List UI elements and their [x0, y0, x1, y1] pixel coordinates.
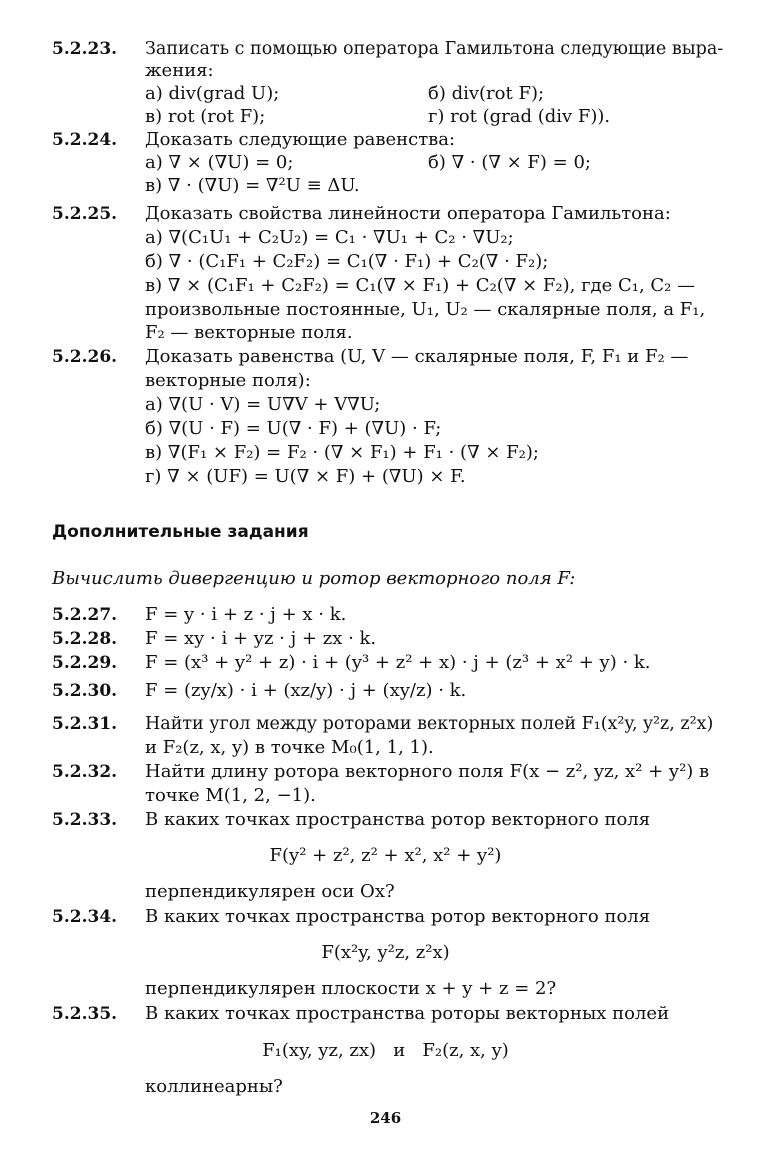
problem-text: б) ∇ · (C₁F₁ + C₂F₂) = C₁(∇ · F₁) + C₂(∇ · F₂); — [145, 251, 549, 272]
problem-text: Найти длину ротора векторного поля F(x − z², yz, x² + y²) в — [145, 761, 710, 782]
problem-text: в) ∇ × (C₁F₁ + C₂F₂) = C₁(∇ × F₁) + C₂(∇ × F₂), где C₁, C₂ — — [145, 275, 696, 296]
section-heading: Дополнительные задания — [52, 522, 309, 542]
problem-number: 5.2.35. — [52, 1004, 118, 1024]
problem-text: Найти угол между роторами векторных полей F₁(x²y, y²z, z²x) — [145, 714, 714, 734]
problem-number: 5.2.28. — [52, 629, 118, 649]
problem-text: б) ∇(U · F) = U(∇ · F) + (∇U) · F; — [145, 418, 442, 439]
problem-part: г) rot (grad (div F)). — [428, 106, 611, 127]
problem-number: 5.2.26. — [52, 347, 118, 367]
problem-text: жения: — [145, 60, 214, 81]
problem-part: в) ∇ · (∇U) = ∇²U ≡ ΔU. — [145, 175, 360, 196]
section-intro: Вычислить дивергенцию и ротор векторного поля F: — [52, 568, 576, 589]
problem-number: 5.2.33. — [52, 810, 118, 830]
problem-part: в) rot (rot F); — [145, 106, 266, 127]
problem-number: 5.2.32. — [52, 762, 118, 782]
problem-text: Доказать следующие равенства: — [145, 129, 456, 150]
problem-text: Записать с помощью оператора Гамильтона следующие выра- — [145, 39, 724, 59]
problem-number: 5.2.31. — [52, 714, 118, 734]
problem-text: перпендикулярен оси Ox? — [145, 881, 395, 902]
problem-text: F = (zy/x) · i + (xz/y) · j + (xy/z) · k. — [145, 680, 467, 701]
problem-text: В каких точках пространства роторы векторных полей — [145, 1003, 670, 1024]
problem-part: б) ∇ · (∇ × F) = 0; — [428, 152, 591, 173]
problem-number: 5.2.34. — [52, 907, 118, 927]
problem-number: 5.2.29. — [52, 653, 118, 673]
problem-part: б) div(rot F); — [428, 83, 545, 104]
problem-number: 5.2.23. — [52, 39, 118, 59]
problem-text: коллинеарны? — [145, 1076, 283, 1097]
problem-text: F = (x³ + y² + z) · i + (y³ + z² + x) · j + (z³ + x² + y) · k. — [145, 652, 651, 673]
problem-text: F₂ — векторные поля. — [145, 322, 353, 343]
problem-text: и F₂(z, x, y) в точке M₀(1, 1, 1). — [145, 737, 434, 758]
problem-text: г) ∇ × (UF) = U(∇ × F) + (∇U) × F. — [145, 466, 466, 487]
problem-number: 5.2.25. — [52, 204, 118, 224]
problem-part: а) ∇ × (∇U) = 0; — [145, 152, 294, 173]
problem-number: 5.2.27. — [52, 605, 118, 625]
problem-text: а) ∇(C₁U₁ + C₂U₂) = C₁ · ∇U₁ + C₂ · ∇U₂; — [145, 227, 514, 248]
formula: F(y² + z², z² + x², x² + y²) — [269, 845, 502, 866]
formula: F(x²y, y²z, z²x) — [321, 942, 450, 963]
problem-text: F = y · i + z · j + x · k. — [145, 604, 347, 625]
problem-number: 5.2.24. — [52, 130, 118, 150]
problem-text: В каких точках пространства ротор векторного поля — [145, 906, 651, 927]
problem-number: 5.2.30. — [52, 681, 118, 701]
problem-text: перпендикулярен плоскости x + y + z = 2? — [145, 978, 557, 999]
problem-text: Доказать равенства (U, V — скалярные поля, F, F₁ и F₂ — — [145, 346, 689, 367]
problem-text: а) ∇(U · V) = U∇V + V∇U; — [145, 394, 381, 415]
problem-part: а) div(grad U); — [145, 83, 280, 104]
problem-text: В каких точках пространства ротор векторного поля — [145, 809, 651, 830]
problem-text: векторные поля): — [145, 370, 311, 391]
problem-text: точке M(1, 2, −1). — [145, 785, 316, 806]
page-number: 246 — [369, 1109, 402, 1127]
problem-text: в) ∇(F₁ × F₂) = F₂ · (∇ × F₁) + F₁ · (∇ × F₂); — [145, 442, 539, 463]
problem-text: произвольные постоянные, U₁, U₂ — скалярные поля, а F₁, — [145, 299, 706, 320]
problem-text: Доказать свойства линейности оператора Гамильтона: — [145, 203, 671, 224]
problem-text: F = xy · i + yz · j + zx · k. — [145, 628, 377, 649]
formula: F₁(xy, yz, zx) и F₂(z, x, y) — [262, 1040, 509, 1061]
